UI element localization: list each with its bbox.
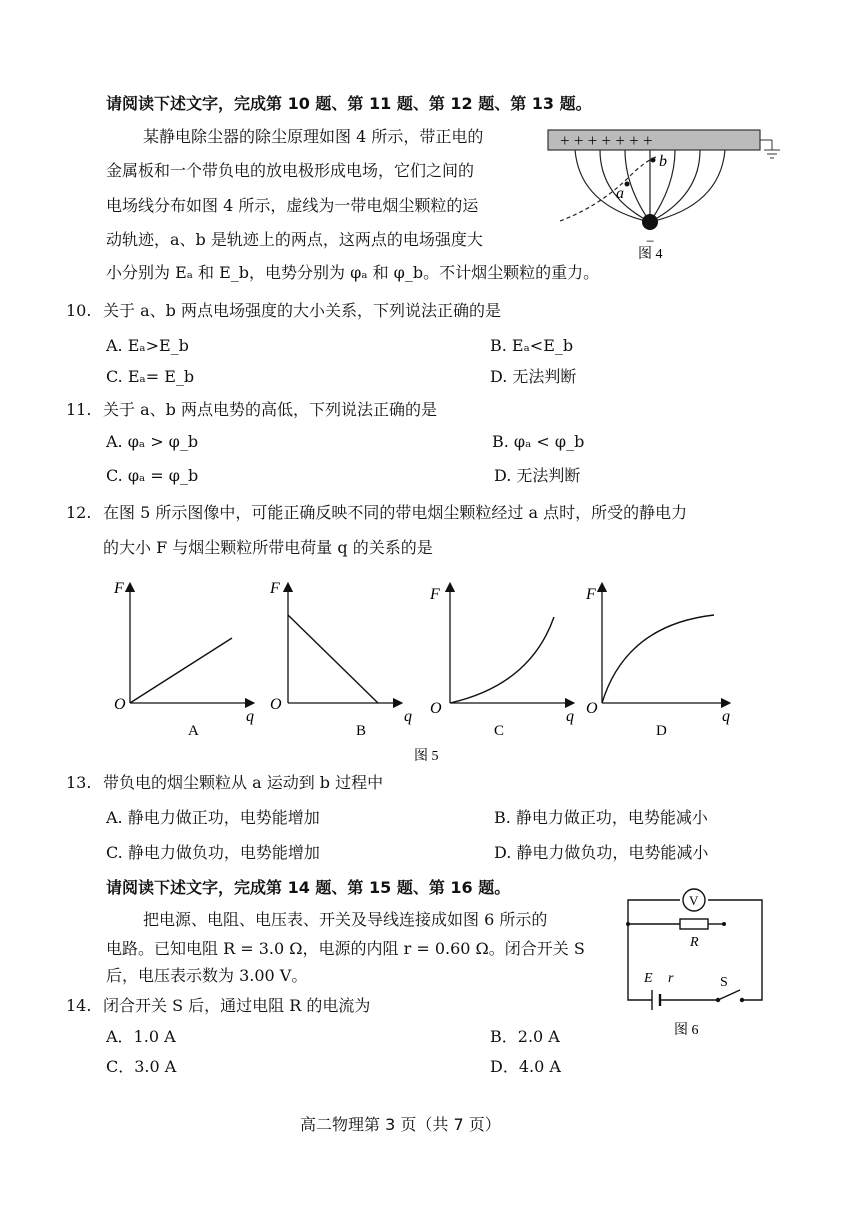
origin-label: O bbox=[270, 696, 282, 713]
passage-line: 电路。已知电阻 R = 3.0 Ω，电源的内阻 r = 0.60 Ω。闭合开关 S bbox=[106, 939, 585, 958]
origin-label: O bbox=[586, 700, 598, 717]
curve-linear bbox=[130, 638, 232, 703]
option-d: D．4.0 A bbox=[490, 1057, 561, 1076]
question-stem: 闭合开关 S 后，通过电阻 R 的电流为 bbox=[103, 996, 371, 1015]
x-axis-label: q bbox=[404, 708, 412, 725]
figure-5 bbox=[100, 575, 760, 765]
option-d: D. 无法判断 bbox=[494, 466, 581, 485]
passage-line: 金属板和一个带负电的放电极形成电场，它们之间的 bbox=[106, 161, 475, 180]
resistor-label: R bbox=[690, 935, 699, 950]
option-a: A. 静电力做正功，电势能增加 bbox=[106, 808, 320, 827]
y-axis-label: F bbox=[270, 580, 280, 597]
plate-charges: + + + + + + + bbox=[560, 131, 653, 150]
point-b-label: b bbox=[659, 153, 667, 170]
option-a: A. Eₐ>E_b bbox=[106, 336, 189, 355]
panel-label: C bbox=[494, 723, 505, 739]
figure-6 bbox=[618, 884, 778, 1044]
y-axis-label: F bbox=[430, 586, 440, 603]
point-a-label: a bbox=[616, 185, 624, 202]
section-intro: 请阅读下述文字，完成第 14 题、第 15 题、第 16 题。 bbox=[106, 878, 511, 897]
x-axis-label: q bbox=[722, 708, 730, 725]
question-number: 11. bbox=[66, 400, 92, 419]
question-number: 14. bbox=[66, 996, 92, 1015]
origin-label: O bbox=[430, 700, 442, 717]
question-stem: 的大小 F 与烟尘颗粒所带电荷量 q 的关系的是 bbox=[103, 538, 433, 557]
curve-concave bbox=[602, 615, 714, 703]
switch bbox=[718, 990, 740, 1000]
question-number: 13. bbox=[66, 773, 92, 792]
question-number: 12. bbox=[66, 503, 92, 522]
question-stem: 关于 a、b 两点电势的高低，下列说法正确的是 bbox=[103, 400, 437, 419]
section-intro: 请阅读下述文字，完成第 10 题、第 11 题、第 12 题、第 13 题。 bbox=[106, 94, 592, 113]
discharge-electrode bbox=[642, 214, 658, 230]
panel-label: A bbox=[188, 723, 199, 739]
option-d: D. 静电力做负功，电势能减小 bbox=[494, 843, 709, 862]
option-a: A. φₐ > φ_b bbox=[106, 432, 199, 451]
emf-label: E bbox=[644, 971, 653, 986]
option-a: A．1.0 A bbox=[106, 1027, 176, 1046]
graph-a bbox=[113, 580, 254, 739]
switch-label: S bbox=[720, 975, 728, 990]
option-b: B. 静电力做正功，电势能减小 bbox=[494, 808, 708, 827]
x-axis-label: q bbox=[566, 708, 574, 725]
electrode-minus: − bbox=[646, 234, 655, 250]
graph-b bbox=[269, 580, 412, 739]
panel-label: D bbox=[656, 723, 667, 739]
passage-line: 某静电除尘器的除尘原理如图 4 所示，带正电的 bbox=[143, 127, 484, 146]
option-c: C. Eₐ= E_b bbox=[106, 367, 195, 386]
passage-line: 动轨迹，a、b 是轨迹上的两点，这两点的电场强度大 bbox=[106, 230, 483, 249]
internal-resistance-label: r bbox=[668, 971, 674, 986]
question-stem: 关于 a、b 两点电场强度的大小关系，下列说法正确的是 bbox=[103, 301, 501, 320]
curve-decreasing bbox=[288, 615, 378, 703]
graph-d bbox=[585, 586, 730, 739]
question-stem: 带负电的烟尘颗粒从 a 运动到 b 过程中 bbox=[103, 773, 384, 792]
y-axis-label: F bbox=[114, 580, 124, 597]
figure-caption: 图 5 bbox=[414, 749, 439, 764]
option-d: D. 无法判断 bbox=[490, 367, 577, 386]
figure-caption: 图 6 bbox=[674, 1023, 699, 1038]
resistor bbox=[680, 919, 708, 929]
option-c: C. φₐ = φ_b bbox=[106, 466, 199, 485]
origin-label: O bbox=[114, 696, 126, 713]
passage-line: 电场线分布如图 4 所示，虚线为一带电烟尘颗粒的运 bbox=[106, 196, 479, 215]
field-lines bbox=[575, 150, 725, 222]
passage-line: 小分别为 Eₐ 和 E_b，电势分别为 φₐ 和 φ_b。不计烟尘颗粒的重力。 bbox=[106, 263, 600, 282]
x-axis-label: q bbox=[246, 708, 254, 725]
figure-caption: 图 4 bbox=[638, 247, 663, 262]
option-b: B. φₐ < φ_b bbox=[492, 432, 585, 451]
graph-c bbox=[429, 586, 574, 739]
figure-4 bbox=[540, 126, 790, 266]
passage-line: 后，电压表示数为 3.00 V。 bbox=[106, 966, 308, 985]
option-b: B．2.0 A bbox=[490, 1027, 560, 1046]
option-c: C. 静电力做负功，电势能增加 bbox=[106, 843, 320, 862]
curve-convex bbox=[450, 617, 554, 703]
option-b: B. Eₐ<E_b bbox=[490, 336, 574, 355]
page-footer: 高二物理第 3 页（共 7 页） bbox=[300, 1115, 501, 1134]
y-axis-label: F bbox=[586, 586, 596, 603]
option-c: C．3.0 A bbox=[106, 1057, 177, 1076]
question-stem: 在图 5 所示图像中，可能正确反映不同的带电烟尘颗粒经过 a 点时，所受的静电力 bbox=[103, 503, 688, 522]
panel-label: B bbox=[356, 723, 367, 739]
passage-line: 把电源、电阻、电压表、开关及导线连接成如图 6 所示的 bbox=[143, 910, 548, 929]
voltmeter-label: V bbox=[689, 893, 699, 908]
question-number: 10. bbox=[66, 301, 92, 320]
